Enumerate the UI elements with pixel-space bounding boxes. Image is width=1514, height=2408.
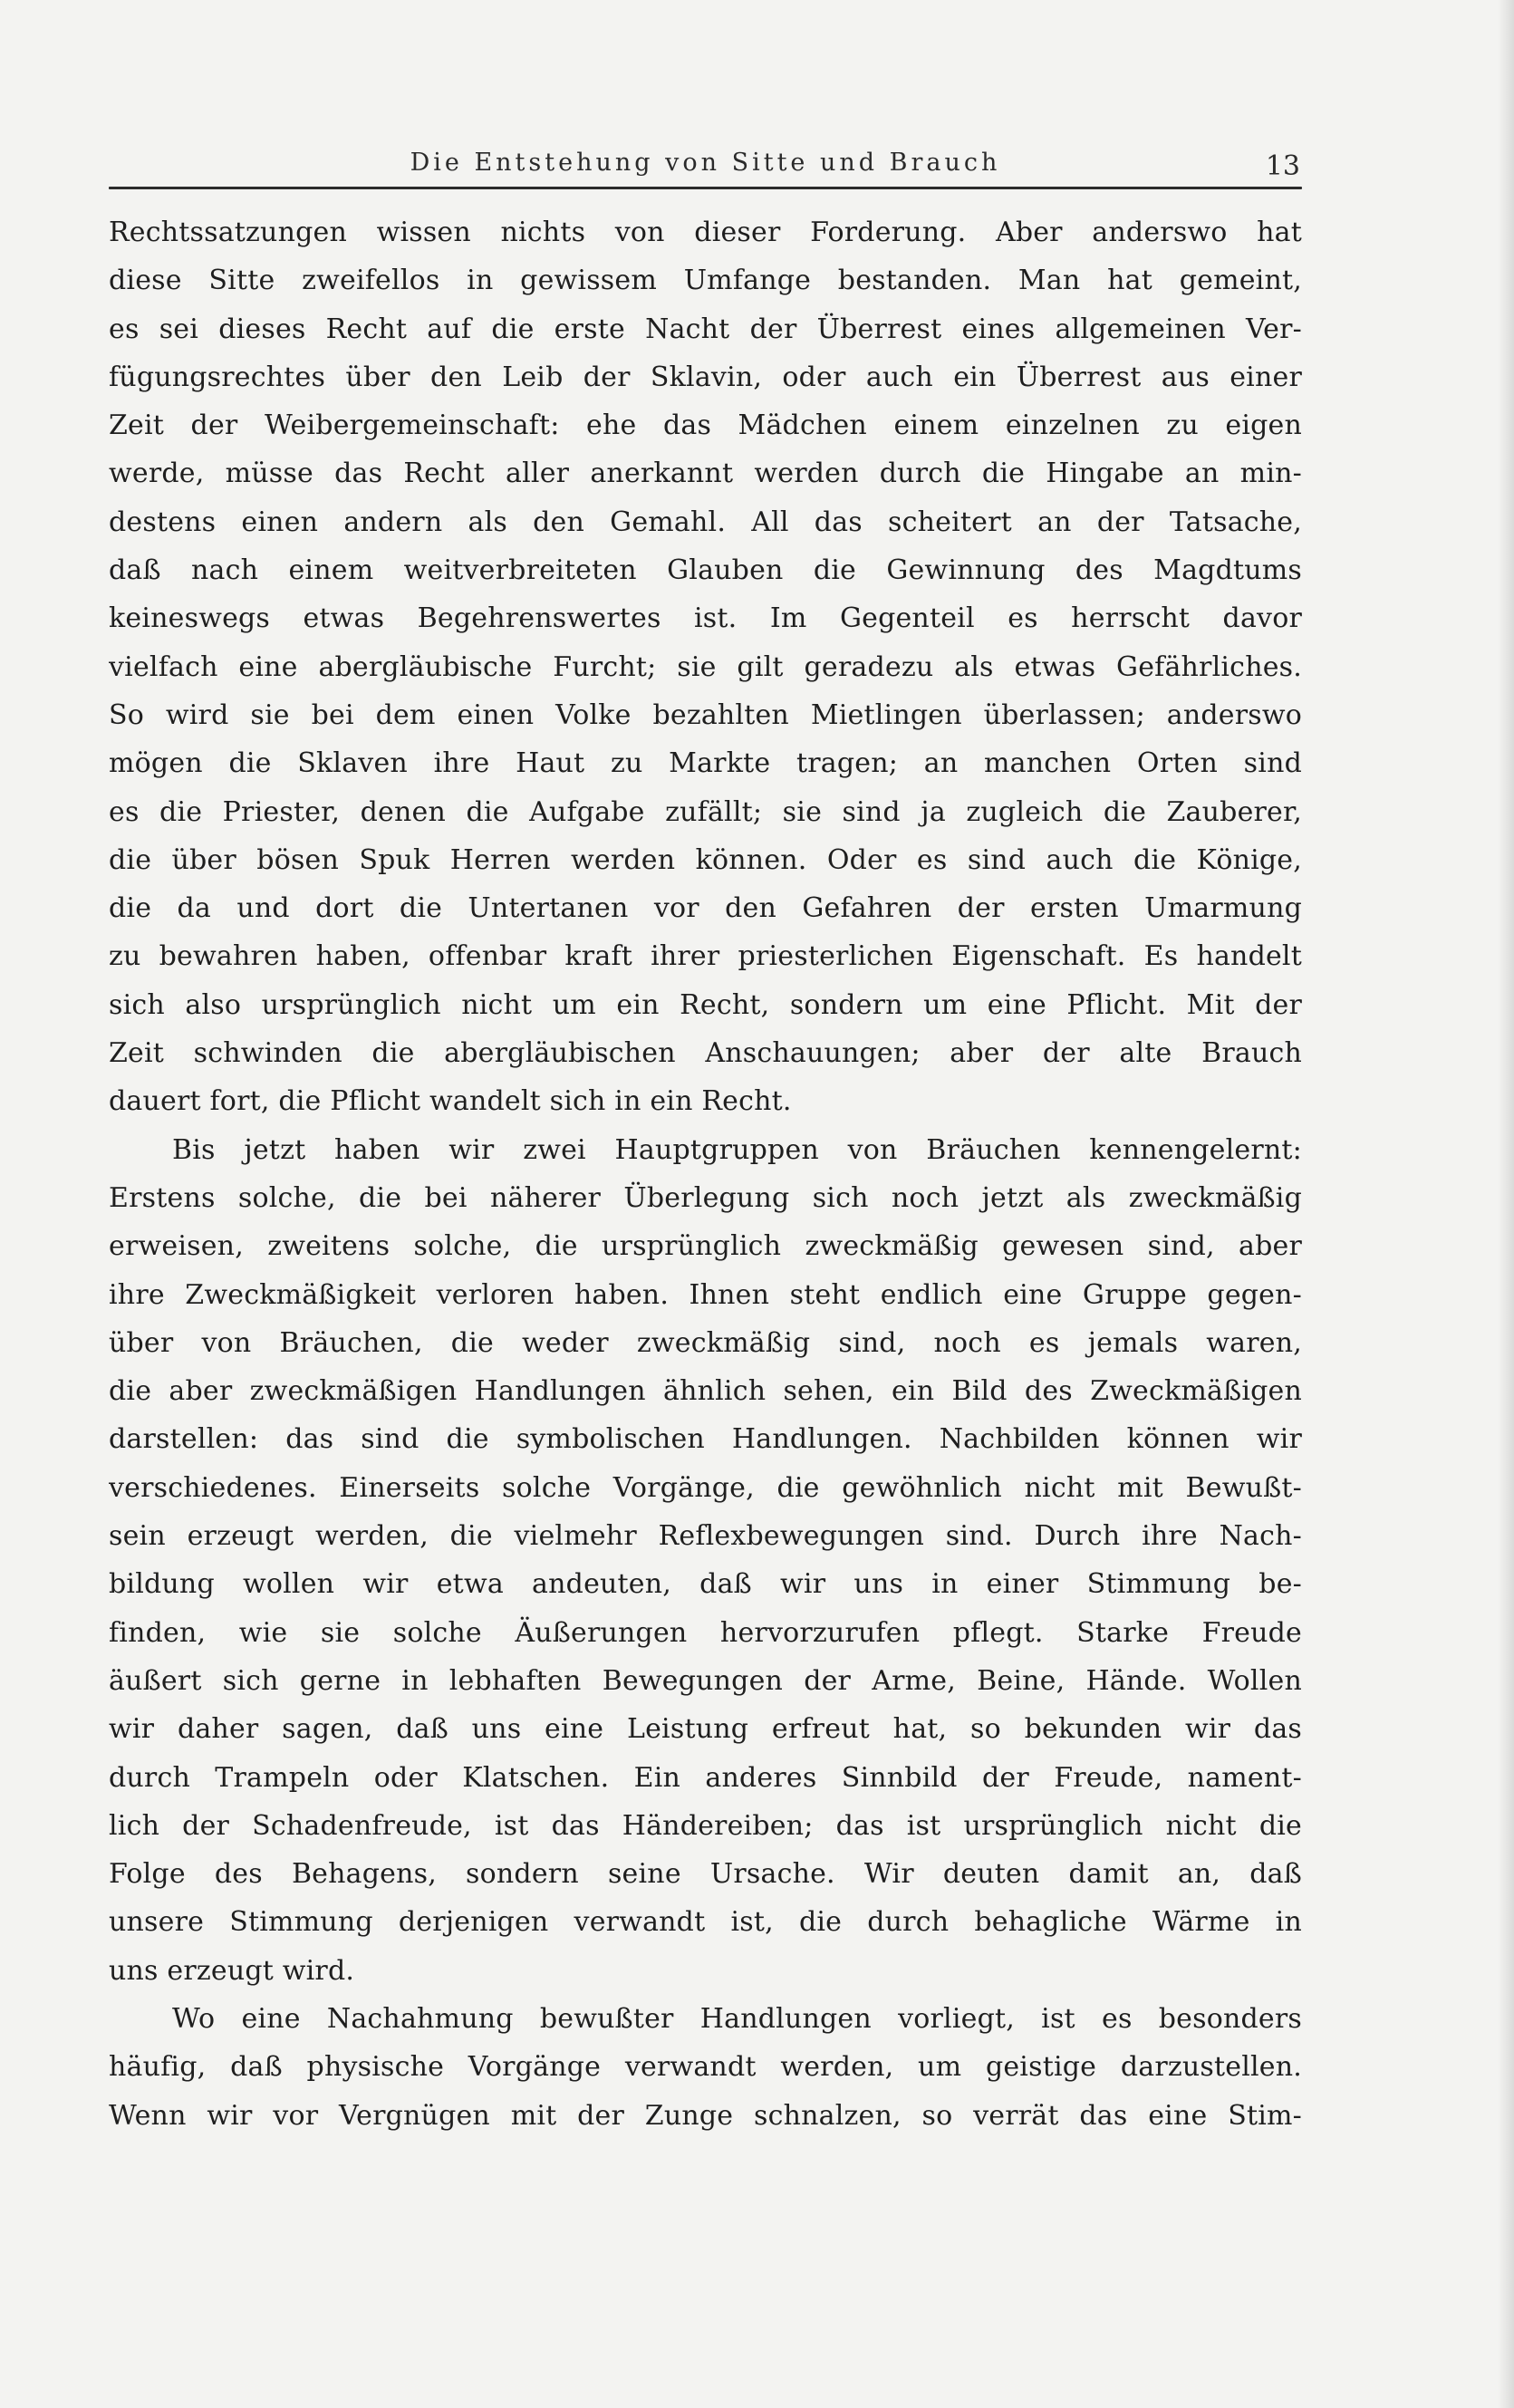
header-rule [109,187,1302,189]
text-line: äußert sich gerne in lebhaften Bewegungen der Arme, Beine, Hände. Wollen [109,1664,1302,1697]
text-line: So wird sie bei dem einen Volke bezahlten Mietlingen überlassen; anderswo [109,698,1302,731]
text-line: es die Priester, denen die Aufgabe zufällt; sie sind ja zugleich die Zauberer, [109,795,1302,828]
text-line: Wo eine Nachahmung bewußter Handlungen vorliegt, ist es besonders [172,2002,1302,2035]
running-head-title: Die Entstehung von Sitte und Brauch [410,149,1001,177]
text-line: destens einen andern als den Gemahl. All das scheitert an der Tatsache, [109,506,1302,538]
text-line: mögen die Sklaven ihre Haut zu Markte tragen; an manchen Orten sind [109,747,1302,780]
text-line: die da und dort die Untertanen vor den Gefahren der ersten Umarmung [109,892,1302,925]
text-line: bildung wollen wir etwa andeuten, daß wir uns in einer Stimmung be- [109,1568,1302,1601]
text-line: daß nach einem weitverbreiteten Glauben die Gewinnung des Magdtums [109,554,1302,587]
text-line: finden, wie sie solche Äußerungen hervorzurufen pflegt. Starke Freude [109,1616,1302,1649]
text-line: zu bewahren haben, offenbar kraft ihrer priesterlichen Eigenschaft. Es handelt [109,940,1302,973]
body-text [109,208,1302,2140]
text-line: vielfach eine abergläubische Furcht; sie gilt geradezu als etwas Gefährliches. [109,650,1302,683]
text-line: über von Bräuchen, die weder zweckmäßig sind, noch es jemals waren, [109,1326,1302,1359]
text-line: Wenn wir vor Vergnügen mit der Zunge schnalzen, so verrät das eine Stim- [109,2099,1302,2132]
text-line: unsere Stimmung derjenigen verwandt ist, die durch behagliche Wärme in [109,1906,1302,1939]
running-head [109,145,1302,187]
text-line: werde, müsse das Recht aller anerkannt werden durch die Hingabe an min- [109,458,1302,490]
page-edge-shadow [1498,0,1514,2408]
text-line: keineswegs etwas Begehrenswertes ist. Im Gegenteil es herrscht davor [109,602,1302,635]
text-line: Bis jetzt haben wir zwei Hauptgruppen von Bräuchen kennengelernt: [172,1133,1302,1166]
text-line: die aber zweckmäßigen Handlungen ähnlich sehen, ein Bild des Zweckmäßigen [109,1375,1302,1408]
text-line: sich also ursprünglich nicht um ein Recht, sondern um eine Pflicht. Mit der [109,988,1302,1021]
text-line: dauert fort, die Pflicht wandelt sich in ein Recht. [109,1085,792,1118]
text-line: lich der Schadenfreude, ist das Händereiben; das ist ursprünglich nicht die [109,1809,1302,1842]
text-line: fügungsrechtes über den Leib der Sklavin, oder auch ein Überrest aus einer [109,361,1302,393]
text-line: diese Sitte zweifellos in gewissem Umfange bestanden. Man hat gemeint, [109,265,1302,297]
text-line: Rechtssatzungen wissen nichts von dieser Forderung. Aber anderswo hat [109,217,1302,248]
text-line: wir daher sagen, daß uns eine Leistung erfreut hat, so bekunden wir das [109,1713,1302,1746]
text-line: es sei dieses Recht auf die erste Nacht der Überrest eines allgemeinen Ver- [109,313,1302,345]
text-line: Folge des Behagens, sondern seine Ursache. Wir deuten damit an, daß [109,1858,1302,1891]
text-line: Erstens solche, die bei näherer Überlegung sich noch jetzt als zweckmäßig [109,1181,1302,1214]
text-line: darstellen: das sind die symbolischen Handlungen. Nachbilden können wir [109,1423,1302,1456]
text-line: verschiedenes. Einerseits solche Vorgänge, die gewöhnlich nicht mit Bewußt- [109,1471,1302,1504]
text-line: häufig, daß physische Vorgänge verwandt werden, um geistige darzustellen. [109,2051,1302,2084]
text-line: durch Trampeln oder Klatschen. Ein anderes Sinnbild der Freude, nament- [109,1761,1302,1794]
text-line: Zeit schwinden die abergläubischen Anschauungen; aber der alte Brauch [109,1037,1302,1070]
text-line: die über bösen Spuk Herren werden können. Oder es sind auch die Könige, [109,843,1302,876]
text-line: Zeit der Weibergemeinschaft: ehe das Mädchen einem einzelnen zu eigen [109,409,1302,442]
text-line: uns erzeugt wird. [109,1954,355,1987]
text-line: erweisen, zweitens solche, die ursprünglich zweckmäßig gewesen sind, aber [109,1230,1302,1263]
text-line: ihre Zweckmäßigkeit verloren haben. Ihnen steht endlich eine Gruppe gegen- [109,1278,1302,1311]
page-number: 13 [1265,150,1300,182]
text-line: sein erzeugt werden, die vielmehr Reflexbewegungen sind. Durch ihre Nach- [109,1520,1302,1553]
